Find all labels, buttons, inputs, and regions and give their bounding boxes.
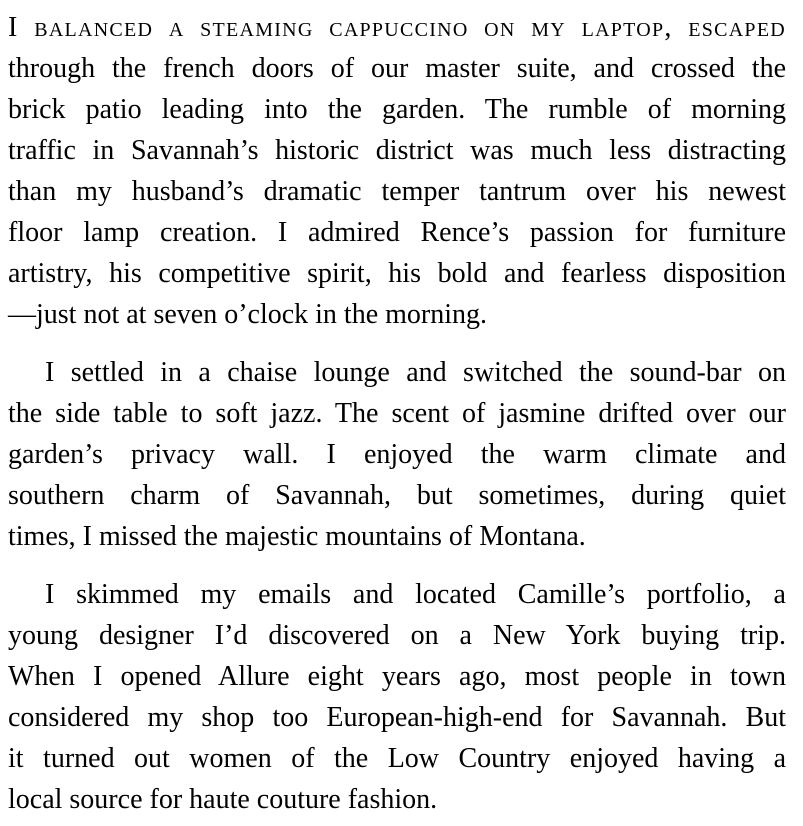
- text-line: local source for haute couture fashion.: [8, 784, 438, 815]
- text-line: brick patio leading into the garden. The rumble of morning: [8, 94, 786, 125]
- text-line: through the french doors of our master suite, and crossed the: [8, 53, 786, 84]
- text-line: than my husband’s dramatic temper tantrum over his newest: [8, 176, 786, 207]
- paragraph: [8, 574, 786, 820]
- paragraph: [8, 352, 786, 557]
- text-line: floor lamp creation. I admired Rence’s passion for furniture: [8, 217, 786, 248]
- text-line: artistry, his competitive spirit, his bold and fearless disposition: [8, 258, 786, 289]
- text-line: considered my shop too European-high-end for Savannah. But: [8, 702, 786, 733]
- text-line: garden’s privacy wall. I enjoyed the warm climate and: [8, 439, 786, 470]
- text-line: —just not at seven o’clock in the morning.: [8, 299, 488, 330]
- text-line: it turned out women of the Low Country enjoyed having a: [8, 743, 786, 774]
- paragraph: [8, 7, 786, 335]
- text-column: [8, 7, 786, 820]
- text-line: the side table to soft jazz. The scent of jasmine drifted over our: [8, 398, 786, 429]
- text-line: I settled in a chaise lounge and switched the sound-bar on: [45, 357, 786, 388]
- text-line: times, I missed the majestic mountains of Montana.: [8, 521, 586, 552]
- text-line: I skimmed my emails and located Camille’s portfolio, a: [45, 579, 786, 610]
- text-line: When I opened Allure eight years ago, most people in town: [8, 661, 786, 692]
- text-line: young designer I’d discovered on a New York buying trip.: [8, 620, 786, 651]
- text-line: southern charm of Savannah, but sometimes, during quiet: [8, 480, 786, 511]
- text-line: I balanced a steaming cappuccino on my laptop, escaped: [8, 12, 786, 43]
- text-line: traffic in Savannah’s historic district was much less distracting: [8, 135, 786, 166]
